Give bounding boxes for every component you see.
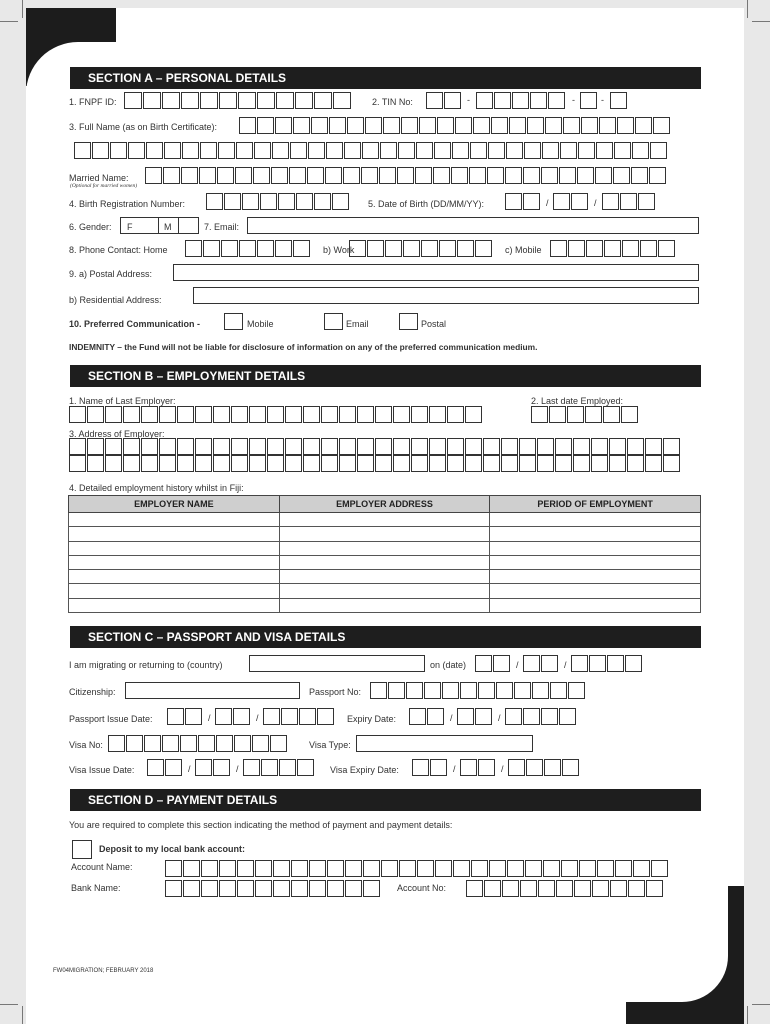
- expiry-day-input[interactable]: [409, 708, 445, 725]
- table-cell[interactable]: [279, 527, 490, 541]
- pref-mobile-checkbox[interactable]: [224, 313, 243, 330]
- expiry-date-label: Expiry Date:: [347, 714, 397, 724]
- employer-address-label: 3. Address of Employer:: [69, 429, 165, 439]
- visa-expiry-day-input[interactable]: [412, 759, 448, 776]
- table-cell[interactable]: [490, 570, 701, 584]
- passport-issue-year-input[interactable]: [263, 708, 335, 725]
- crop-mark: [0, 21, 18, 22]
- last-date-employed-label: 2. Last date Employed:: [531, 396, 624, 406]
- date-slash: /: [501, 764, 504, 774]
- postal-address-input[interactable]: [173, 264, 699, 281]
- migrating-date-label: on (date): [430, 660, 467, 670]
- column-header-employer-name: EMPLOYER NAME: [69, 496, 280, 513]
- visa-issue-date-label: Visa Issue Date:: [69, 765, 135, 775]
- payment-intro: You are required to complete this section indicating the method of payment and payment details:: [69, 820, 453, 830]
- table-cell[interactable]: [490, 513, 701, 527]
- column-header-employer-address: EMPLOYER ADDRESS: [279, 496, 490, 513]
- table-cell[interactable]: [279, 513, 490, 527]
- last-employer-label: 1. Name of Last Employer:: [69, 396, 176, 406]
- crop-mark: [752, 1004, 770, 1005]
- pref-postal-label: Postal: [421, 319, 447, 329]
- email-label: 7. Email:: [204, 222, 240, 232]
- migrating-country-label: I am migrating or returning to (country): [69, 660, 223, 670]
- migrating-day-input[interactable]: [475, 655, 511, 672]
- table-cell[interactable]: [279, 570, 490, 584]
- tin-input-part1[interactable]: [426, 92, 462, 109]
- tin-input-part4[interactable]: [610, 92, 628, 109]
- pref-postal-checkbox[interactable]: [399, 313, 418, 330]
- table-row: [69, 541, 701, 555]
- section-c-header: SECTION C – PASSPORT AND VISA DETAILS: [70, 626, 701, 648]
- passport-issue-day-input[interactable]: [167, 708, 203, 725]
- crop-mark: [747, 1006, 748, 1024]
- migrating-year-input[interactable]: [571, 655, 643, 672]
- deposit-label: Deposit to my local bank account:: [99, 844, 246, 854]
- table-cell[interactable]: [490, 555, 701, 569]
- bank-name-label: Bank Name:: [71, 883, 121, 893]
- date-of-birth-label: 5. Date of Birth (DD/MM/YY):: [368, 199, 485, 209]
- residential-address-label: b) Residential Address:: [69, 295, 162, 305]
- married-name-note: (Optional for married women): [70, 183, 138, 189]
- deposit-checkbox[interactable]: [72, 840, 92, 859]
- pref-email-checkbox[interactable]: [324, 313, 343, 330]
- residential-address-input[interactable]: [193, 287, 699, 304]
- married-name-input[interactable]: [145, 167, 667, 184]
- table-cell[interactable]: [490, 598, 701, 612]
- birth-registration-input[interactable]: [206, 193, 350, 210]
- email-input[interactable]: [247, 217, 699, 234]
- visa-expiry-year-input[interactable]: [508, 759, 580, 776]
- last-employer-input[interactable]: [69, 406, 483, 423]
- date-slash: /: [208, 713, 211, 723]
- table-cell[interactable]: [279, 584, 490, 598]
- bank-name-input[interactable]: [165, 880, 381, 897]
- full-name-label: 3. Full Name (as on Birth Certificate):: [69, 122, 218, 132]
- gender-divider: [178, 217, 179, 234]
- phone-home-label: 8. Phone Contact: Home: [69, 245, 168, 255]
- phone-work-input[interactable]: [349, 240, 493, 257]
- crop-mark: [752, 21, 770, 22]
- tin-dash: -: [601, 95, 604, 105]
- table-row: [69, 527, 701, 541]
- preferred-communication-label: 10. Preferred Communication -: [69, 319, 201, 329]
- table-cell[interactable]: [69, 555, 280, 569]
- visa-expiry-date-label: Visa Expiry Date:: [330, 765, 399, 775]
- migrating-country-input[interactable]: [249, 655, 425, 672]
- table-cell[interactable]: [69, 527, 280, 541]
- table-row: [69, 584, 701, 598]
- employer-address-input-line1[interactable]: [69, 438, 681, 455]
- date-slash: /: [498, 713, 501, 723]
- table-row: [69, 555, 701, 569]
- table-cell[interactable]: [69, 570, 280, 584]
- visa-no-label: Visa No:: [69, 740, 103, 750]
- crop-mark: [22, 0, 23, 18]
- visa-issue-day-input[interactable]: [147, 759, 183, 776]
- employment-history-label: 4. Detailed employment history whilst in Fiji:: [69, 483, 244, 493]
- tin-dash: -: [467, 95, 470, 105]
- visa-no-input[interactable]: [108, 735, 288, 752]
- gender-option-f[interactable]: F: [127, 222, 133, 232]
- crop-mark: [0, 1004, 18, 1005]
- section-b-header: SECTION B – EMPLOYMENT DETAILS: [70, 365, 701, 387]
- passport-no-label: Passport No:: [309, 687, 362, 697]
- postal-address-label: 9. a) Postal Address:: [69, 269, 153, 279]
- expiry-month-input[interactable]: [457, 708, 493, 725]
- gender-option-m[interactable]: M: [164, 222, 172, 232]
- indemnity-notice: INDEMNITY – the Fund will not be liable for disclosure of information on any of the preferred communication medium.: [69, 342, 538, 352]
- visa-type-label: Visa Type:: [309, 740, 351, 750]
- crop-mark: [22, 1006, 23, 1024]
- citizenship-input[interactable]: [125, 682, 300, 699]
- table-header-row: [69, 496, 701, 513]
- section-a-header: SECTION A – PERSONAL DETAILS: [70, 67, 701, 89]
- table-cell[interactable]: [279, 541, 490, 555]
- phone-work-label: b) Work: [323, 245, 355, 255]
- column-header-period: PERIOD OF EMPLOYMENT: [490, 496, 701, 513]
- date-slash: /: [516, 660, 519, 670]
- last-date-employed-input[interactable]: [531, 406, 639, 423]
- table-cell[interactable]: [69, 513, 280, 527]
- tin-label: 2. TIN No:: [372, 97, 413, 107]
- tin-input-part2[interactable]: [476, 92, 566, 109]
- table-row: [69, 598, 701, 612]
- expiry-year-input[interactable]: [505, 708, 577, 725]
- employment-history-table: [68, 495, 701, 613]
- date-slash: /: [594, 198, 597, 208]
- full-name-input-line2[interactable]: [74, 142, 668, 159]
- pref-email-label: Email: [346, 319, 369, 329]
- full-name-input-line1[interactable]: [239, 117, 671, 134]
- date-slash: /: [188, 764, 191, 774]
- date-slash: /: [453, 764, 456, 774]
- account-no-input[interactable]: [466, 880, 664, 897]
- visa-type-input[interactable]: [356, 735, 533, 752]
- page-number: 2: [704, 980, 710, 991]
- table-cell[interactable]: [490, 541, 701, 555]
- date-slash: /: [256, 713, 259, 723]
- date-slash: /: [564, 660, 567, 670]
- passport-issue-month-input[interactable]: [215, 708, 251, 725]
- date-slash: /: [450, 713, 453, 723]
- migrating-month-input[interactable]: [523, 655, 559, 672]
- birth-registration-label: 4. Birth Registration Number:: [69, 199, 186, 209]
- account-no-label: Account No:: [397, 883, 447, 893]
- citizenship-label: Citizenship:: [69, 687, 116, 697]
- table-cell[interactable]: [69, 584, 280, 598]
- table-cell[interactable]: [490, 584, 701, 598]
- table-row: [69, 570, 701, 584]
- table-row: [69, 513, 701, 527]
- form-footer-code: FW04MIGRATION; FEBRUARY 2018: [53, 968, 154, 974]
- phone-mobile-input[interactable]: [550, 240, 676, 257]
- visa-issue-month-input[interactable]: [195, 759, 231, 776]
- section-d-header: SECTION D – PAYMENT DETAILS: [70, 789, 701, 811]
- phone-mobile-label: c) Mobile: [505, 245, 542, 255]
- pref-mobile-label: Mobile: [247, 319, 274, 329]
- account-name-input[interactable]: [165, 860, 669, 877]
- fnpf-id-label: 1. FNPF ID:: [69, 97, 117, 107]
- visa-issue-year-input[interactable]: [243, 759, 315, 776]
- table-cell[interactable]: [69, 541, 280, 555]
- dob-day-input[interactable]: [505, 193, 541, 210]
- date-slash: /: [546, 198, 549, 208]
- gender-divider: [140, 217, 159, 234]
- table-cell[interactable]: [279, 555, 490, 569]
- passport-no-input[interactable]: [370, 682, 586, 699]
- visa-expiry-month-input[interactable]: [460, 759, 496, 776]
- tin-input-part3[interactable]: [580, 92, 598, 109]
- tin-dash: -: [572, 95, 575, 105]
- gender-label: 6. Gender:: [69, 222, 112, 232]
- crop-mark: [747, 0, 748, 18]
- date-slash: /: [236, 764, 239, 774]
- table-cell[interactable]: [69, 598, 280, 612]
- table-cell[interactable]: [490, 527, 701, 541]
- dob-year-input[interactable]: [602, 193, 656, 210]
- married-name-label: Married Name:: [69, 173, 129, 183]
- fnpf-id-input[interactable]: [124, 92, 352, 109]
- account-name-label: Account Name:: [71, 862, 133, 872]
- employer-address-input-line2[interactable]: [69, 455, 681, 472]
- dob-month-input[interactable]: [553, 193, 589, 210]
- passport-issue-date-label: Passport Issue Date:: [69, 714, 153, 724]
- phone-home-input[interactable]: [185, 240, 311, 257]
- table-cell[interactable]: [279, 598, 490, 612]
